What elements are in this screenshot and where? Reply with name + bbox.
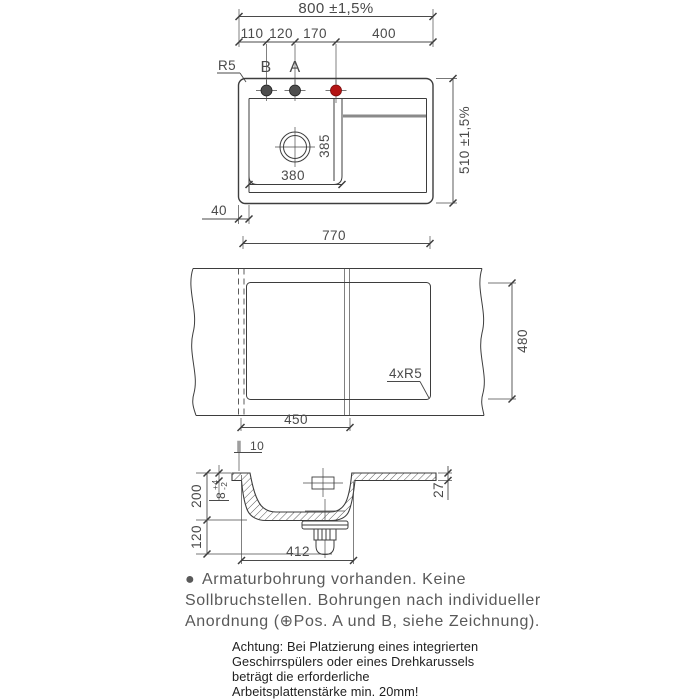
dim-8-label: 8: [214, 491, 228, 499]
note-text: [185, 571, 541, 630]
countertop-outline: [191, 269, 484, 416]
cutout-outline: [247, 283, 431, 400]
radius-callout: [217, 58, 246, 82]
dim-380-label: 380: [281, 168, 305, 183]
dim-800-label: 800 ±1,5%: [298, 0, 374, 17]
warning-text: [232, 639, 478, 699]
dim-800: [236, 0, 437, 47]
dim-40: [202, 203, 253, 224]
hole-a-label: A: [289, 59, 301, 76]
note-line-3: Anordnung (⊕Pos. A und B, siehe Zeichnung).: [185, 613, 540, 630]
note-bullet: ●: [185, 571, 196, 588]
dim-480-label: 480: [515, 329, 530, 353]
parallel-symbol: ∥: [236, 439, 243, 453]
dim-parallel-10: [234, 439, 264, 471]
dim-480: [488, 280, 530, 403]
dim-110-label: 110: [240, 26, 264, 41]
dim-510-label: 510 ±1,5%: [457, 105, 472, 175]
dim-770: [240, 228, 434, 249]
dim-412-label: 412: [286, 544, 310, 559]
dim-400-label: 400: [372, 26, 396, 41]
dim-10-label: 10: [250, 439, 265, 453]
dim-510: [436, 75, 472, 207]
sink-inner-rim: [249, 99, 427, 193]
hole-accessory-red: [326, 80, 347, 103]
warning-line-4: Arbeitsplattenstärke min. 20mm!: [232, 684, 419, 699]
dim-120-label: 120: [269, 26, 293, 41]
hole-b: [256, 80, 277, 101]
dim-8-tol-plus: +4: [210, 479, 220, 490]
section-view: [189, 439, 452, 564]
hole-b-label: B: [260, 59, 272, 76]
note-line-1: Armaturbohrung vorhanden. Keine: [202, 571, 467, 588]
dim-27-label: 27: [431, 482, 446, 498]
note-line-2: Sollbruchstellen. Bohrungen nach individueller: [185, 592, 541, 609]
warning-line-1: Achtung: Bei Platzierung eines integrierten: [232, 639, 479, 654]
hole-a: [285, 80, 306, 101]
dim-450: [238, 412, 354, 431]
dim-170-label: 170: [303, 26, 327, 41]
dim-200-label: 200: [189, 484, 204, 508]
bowl-hidden-lines: [239, 269, 350, 416]
dim-385-label: 385: [317, 134, 332, 158]
warning-line-2: Geschirrspülers oder eines Drehkarussels: [232, 654, 475, 669]
top-view: [202, 0, 472, 224]
cutout-view: [191, 228, 530, 431]
faucet-hole-marker: [303, 468, 343, 497]
dim-120-label: 120: [189, 525, 204, 549]
dim-4xr5-label: 4xR5: [389, 366, 423, 381]
dim-8-tol-minus: -2: [219, 481, 229, 490]
warning-line-3: beträgt die erforderliche: [232, 669, 370, 684]
drain-circle: [275, 127, 315, 167]
dim-770-label: 770: [322, 228, 346, 243]
dim-450-label: 450: [284, 412, 308, 427]
corner-radius-callout: [387, 366, 429, 398]
dim-40-label: 40: [211, 203, 227, 218]
r5-label: R5: [218, 58, 237, 73]
dim-27: [431, 466, 452, 500]
dim-8-tolerance: [209, 465, 229, 501]
